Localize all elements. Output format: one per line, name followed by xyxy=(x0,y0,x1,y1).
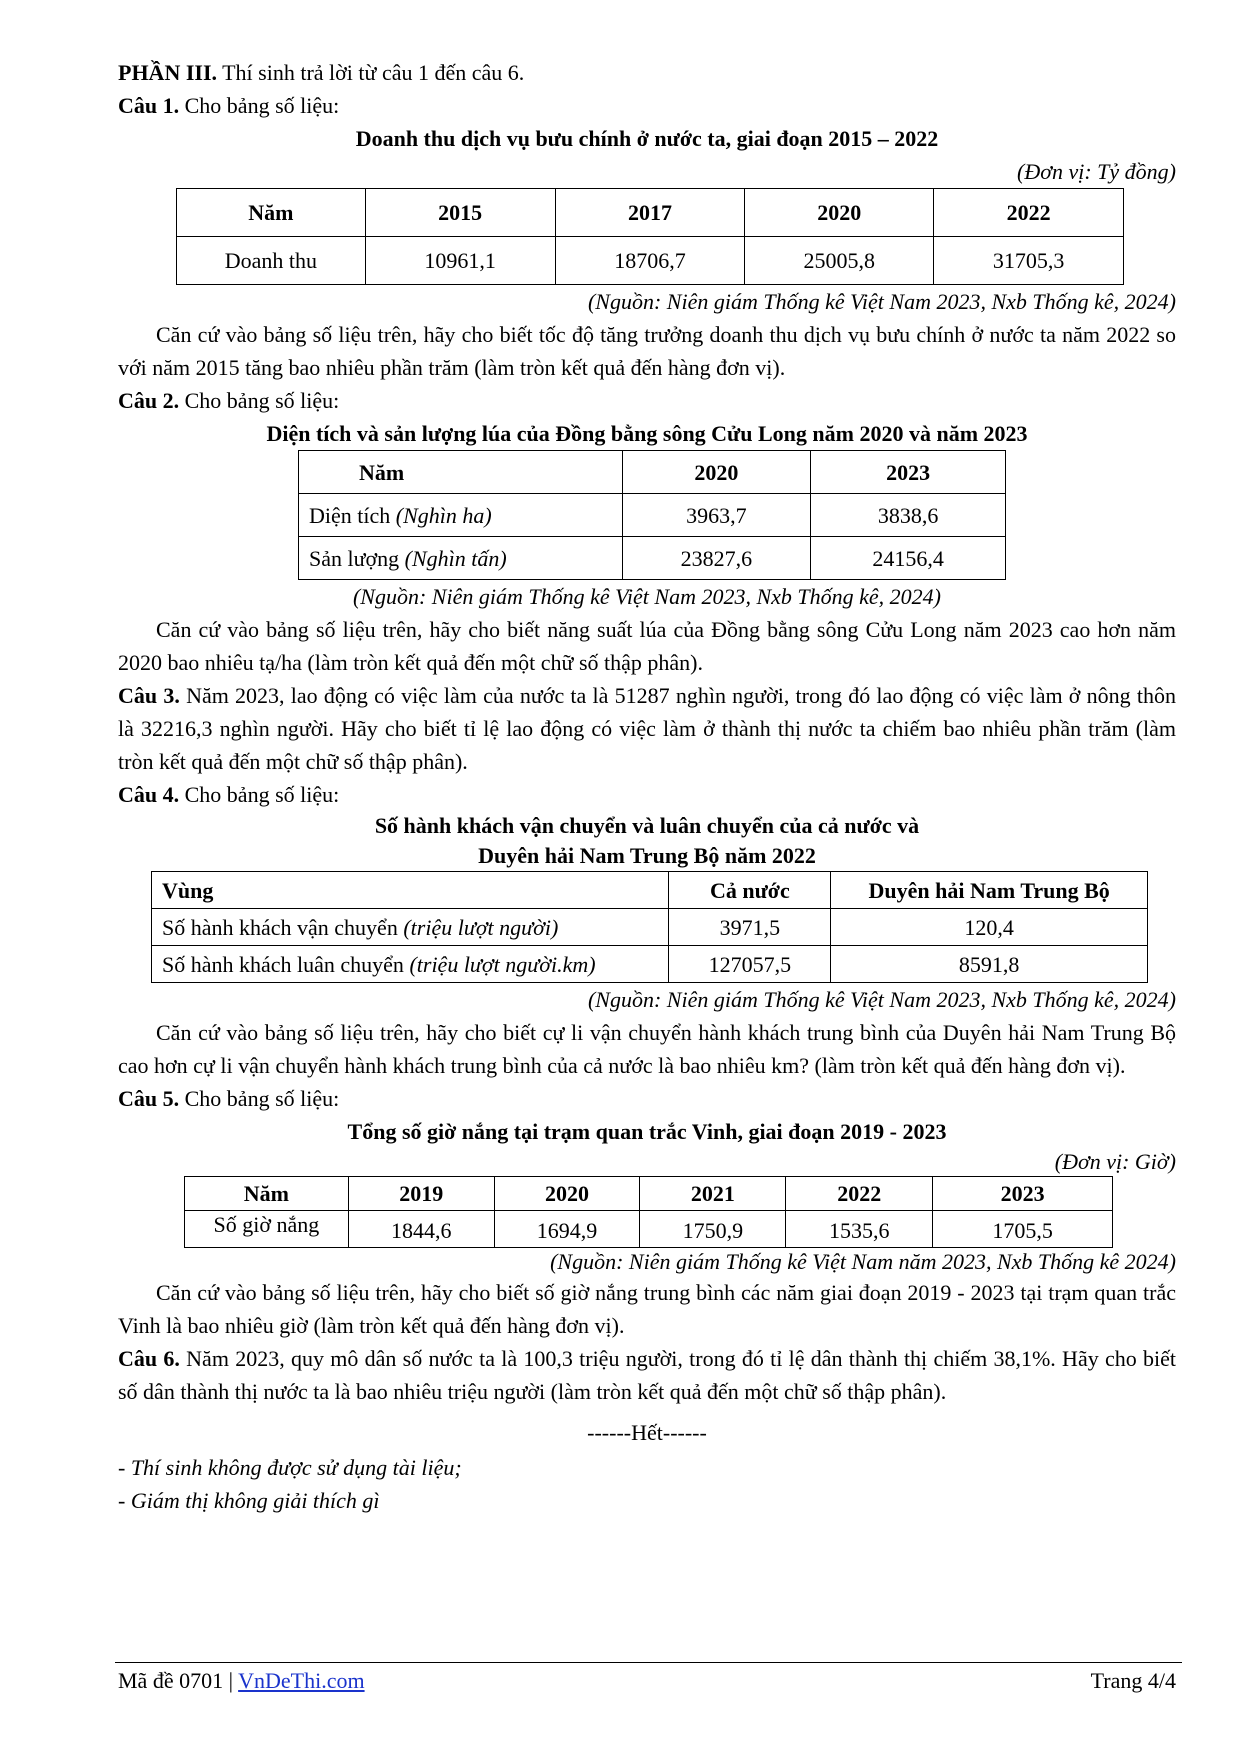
table-cell xyxy=(152,946,669,983)
table-cell: Năm xyxy=(185,1177,349,1211)
q1-label: Câu 1. xyxy=(118,93,180,118)
table-cell: 1705,5 xyxy=(933,1211,1113,1248)
q3-text: Năm 2023, lao động có việc làm của nước ta là 51287 nghìn người, trong đó lao động có việc làm ở nông thôn là 32216,3 nghìn người. Hãy cho biết tỉ lệ lao động có việc làm ở thành thị nước ta chiếm bao nhiêu phần trăm (làm tròn kết quả đến một chữ số thập phân). xyxy=(118,683,1176,774)
table-cell: 2022 xyxy=(786,1177,933,1211)
table-cell: 127057,5 xyxy=(669,946,831,983)
q2-intro xyxy=(118,384,1176,417)
q2-table-title: Diện tích và sản lượng lúa của Đồng bằng sông Cửu Long năm 2020 và năm 2023 xyxy=(266,421,1028,446)
q5-unit: (Đơn vị: Giờ) xyxy=(1054,1149,1176,1174)
q6-text: Năm 2023, quy mô dân số nước ta là 100,3 triệu người, trong đó tỉ lệ dân thành thị chiếm 38,1%. Hãy cho biết số dân thành thị nước ta là bao nhiêu triệu người (làm tròn kết quả đến một chữ số thập phân). xyxy=(118,1346,1176,1404)
q2-source: (Nguồn: Niên giám Thống kê Việt Nam 2023, Nxb Thống kê, 2024) xyxy=(352,584,942,609)
row-unit: (triệu lượt người.km) xyxy=(409,951,596,977)
table-cell: Doanh thu xyxy=(177,237,366,285)
q4-label: Câu 4. xyxy=(118,782,180,807)
table-cell: 31705,3 xyxy=(934,237,1124,285)
table-cell: 1694,9 xyxy=(494,1211,640,1248)
table-cell: 25005,8 xyxy=(745,237,934,285)
table-header-row xyxy=(185,1177,1113,1211)
table-header-row xyxy=(299,451,1006,494)
table-cell: 3963,7 xyxy=(622,494,811,537)
table-cell: 2020 xyxy=(494,1177,640,1211)
q1-intro xyxy=(118,89,1176,122)
table-cell: 1535,6 xyxy=(786,1211,933,1248)
q4-table-title-line1: Số hành khách vận chuyển và luân chuyển của cả nước và xyxy=(374,813,920,838)
part-heading xyxy=(118,56,1176,89)
q1-source: (Nguồn: Niên giám Thống kê Việt Nam 2023, Nxb Thống kê, 2024) xyxy=(587,289,1176,314)
part-label: PHẦN III. xyxy=(118,60,218,85)
table-cell: 2023 xyxy=(933,1177,1113,1211)
table-cell: Duyên hải Nam Trung Bộ xyxy=(831,872,1148,909)
q1-table xyxy=(176,188,1124,285)
table-cell: 2023 xyxy=(811,451,1006,494)
part-text: Thí sinh trả lời từ câu 1 đến câu 6. xyxy=(217,60,525,85)
table-cell: Vùng xyxy=(152,872,669,909)
table-cell: 2017 xyxy=(555,189,745,237)
table-cell: 2021 xyxy=(640,1177,786,1211)
exam-code: Mã đề 0701 | xyxy=(118,1668,239,1693)
table-cell: 24156,4 xyxy=(811,537,1006,580)
row-unit: (Nghìn ha) xyxy=(395,502,492,528)
table-cell: 2020 xyxy=(622,451,811,494)
q4-table xyxy=(151,871,1148,983)
note-2: - Giám thị không giải thích gì xyxy=(118,1488,380,1513)
table-cell: Năm xyxy=(299,451,623,494)
q6-label: Câu 6. xyxy=(118,1346,180,1371)
q3-label: Câu 3. xyxy=(118,683,180,708)
table-cell: 8591,8 xyxy=(831,946,1148,983)
q2-label: Câu 2. xyxy=(118,388,180,413)
row-label: Số hành khách luân chuyển xyxy=(162,951,410,977)
table-row xyxy=(177,237,1124,285)
end-mark: ------Hết------ xyxy=(587,1420,707,1445)
row-unit: (Nghìn tấn) xyxy=(404,545,507,571)
q4-table-title-line2: Duyên hải Nam Trung Bộ năm 2022 xyxy=(478,843,816,868)
q1-question: Căn cứ vào bảng số liệu trên, hãy cho biết tốc độ tăng trưởng doanh thu dịch vụ bưu chính ở nước ta năm 2022 so với năm 2015 tăng bao nhiêu phần trăm (làm tròn kết quả đến hàng đơn vị). xyxy=(118,322,1176,380)
q4-question: Căn cứ vào bảng số liệu trên, hãy cho biết cự li vận chuyển hành khách trung bình của Duyên hải Nam Trung Bộ cao hơn cự li vận chuyển hành khách trung bình của cả nước là bao nhiêu km? (làm tròn kết quả đến hàng đơn vị). xyxy=(118,1020,1176,1078)
table-row xyxy=(152,909,1148,946)
q2-intro-text: Cho bảng số liệu: xyxy=(179,388,340,413)
exam-page xyxy=(118,56,1176,1517)
page-number: Trang 4/4 xyxy=(1090,1668,1176,1693)
table-cell: 2019 xyxy=(348,1177,494,1211)
table-cell: 23827,6 xyxy=(622,537,811,580)
table-cell: Cả nước xyxy=(669,872,831,909)
table-cell: 2020 xyxy=(745,189,934,237)
table-cell: 10961,1 xyxy=(365,237,555,285)
row-label: Số hành khách vận chuyển xyxy=(162,914,404,940)
q5-intro xyxy=(118,1082,1176,1115)
q5-source: (Nguồn: Niên giám Thống kê Việt Nam năm 2023, Nxb Thống kê 2024) xyxy=(550,1249,1176,1274)
row-label: Diện tích xyxy=(309,502,396,528)
table-header-row xyxy=(177,189,1124,237)
table-cell: 1844,6 xyxy=(348,1211,494,1248)
footer-divider xyxy=(115,1662,1182,1663)
q6-paragraph xyxy=(118,1342,1176,1408)
table-cell xyxy=(299,537,623,580)
table-cell: 1750,9 xyxy=(640,1211,786,1248)
q5-intro-text: Cho bảng số liệu: xyxy=(179,1086,340,1111)
note-1: - Thí sinh không được sử dụng tài liệu; xyxy=(118,1455,462,1480)
table-row xyxy=(299,537,1006,580)
q4-intro xyxy=(118,778,1176,811)
row-unit: (triệu lượt người) xyxy=(403,914,559,940)
q4-intro-text: Cho bảng số liệu: xyxy=(179,782,340,807)
q5-label: Câu 5. xyxy=(118,1086,180,1111)
table-cell: 3971,5 xyxy=(669,909,831,946)
q1-unit: (Đơn vị: Tỷ đồng) xyxy=(1017,159,1176,184)
q5-table xyxy=(184,1176,1113,1248)
q5-question: Căn cứ vào bảng số liệu trên, hãy cho biết số giờ nắng trung bình các năm giai đoạn 2019 - 2023 tại trạm quan trắc Vinh là bao nhiêu giờ (làm tròn kết quả đến hàng đơn vị). xyxy=(118,1280,1176,1338)
footer-left xyxy=(118,1666,365,1696)
table-row xyxy=(299,494,1006,537)
site-link[interactable]: VnDeThi.com xyxy=(238,1668,365,1693)
q1-intro-text: Cho bảng số liệu: xyxy=(179,93,340,118)
table-cell: 18706,7 xyxy=(555,237,745,285)
q2-table xyxy=(298,450,1006,580)
table-row xyxy=(185,1211,1113,1248)
q3-paragraph xyxy=(118,679,1176,778)
q1-table-title: Doanh thu dịch vụ bưu chính ở nước ta, giai đoạn 2015 – 2022 xyxy=(355,126,939,151)
table-cell: 2015 xyxy=(365,189,555,237)
table-cell: 3838,6 xyxy=(811,494,1006,537)
table-cell xyxy=(299,494,623,537)
table-cell: 2022 xyxy=(934,189,1124,237)
table-cell xyxy=(152,909,669,946)
table-cell: Năm xyxy=(177,189,366,237)
row-label: Sản lượng xyxy=(309,545,405,571)
table-cell: Số giờ nắng xyxy=(185,1211,349,1248)
table-header-row xyxy=(152,872,1148,909)
table-row xyxy=(152,946,1148,983)
q5-table-title: Tổng số giờ nắng tại trạm quan trắc Vinh, giai đoạn 2019 - 2023 xyxy=(347,1119,947,1144)
table-cell: 120,4 xyxy=(831,909,1148,946)
q2-question: Căn cứ vào bảng số liệu trên, hãy cho biết năng suất lúa của Đồng bằng sông Cửu Long năm 2023 cao hơn năm 2020 bao nhiêu tạ/ha (làm tròn kết quả đến một chữ số thập phân). xyxy=(118,617,1176,675)
q4-source: (Nguồn: Niên giám Thống kê Việt Nam 2023, Nxb Thống kê, 2024) xyxy=(587,987,1176,1012)
